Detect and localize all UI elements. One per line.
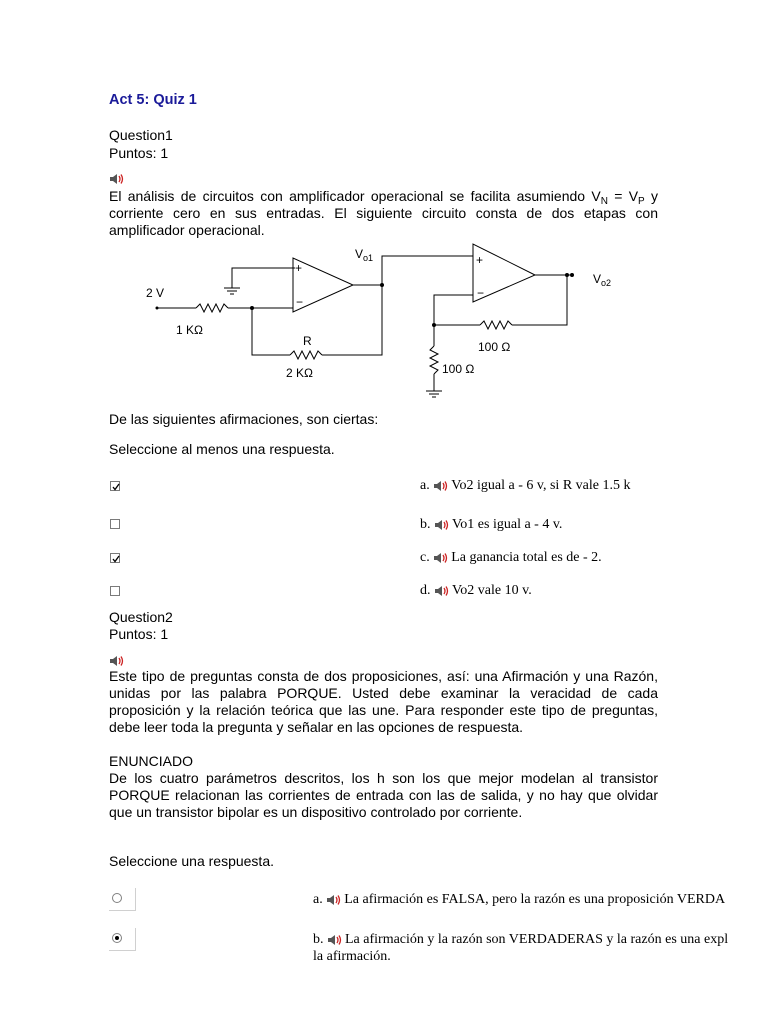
speaker-icon[interactable] — [326, 894, 344, 906]
input-voltage-label: 2 V — [146, 286, 165, 300]
q2-option-a-letter: a. — [313, 892, 323, 907]
option-b-text: Vo1 es igual a - 4 v. — [452, 517, 563, 532]
q2-option-a-text: La afirmación es FALSA, pero la razón es una proposición VERDA — [344, 892, 726, 907]
speaker-icon[interactable] — [434, 585, 452, 597]
r-label: R — [303, 334, 312, 348]
question-2-heading: ENUNCIADO — [109, 753, 194, 769]
page-title: Act 5: Quiz 1 — [109, 92, 197, 108]
option-a-radio[interactable] — [109, 888, 136, 911]
speaker-icon[interactable] — [433, 480, 451, 492]
radio-selected-dot — [115, 936, 119, 940]
option-b-letter: b. — [420, 517, 431, 532]
option-a-checkbox[interactable] — [110, 481, 120, 491]
r4-label: 100 Ω — [442, 362, 475, 376]
r2-label: 2 KΩ — [286, 366, 313, 380]
question-2-statement: De los cuatro parámetros descritos, los h son los que mejor modelan al transistor PORQUE relacionan las corrientes de entrada con las de salida, y no hay que olvidar que un transistor bipolar es un dispositivo controlado por corriente. — [109, 770, 658, 820]
option-c-checkbox[interactable] — [110, 553, 120, 563]
q2-option-b-letter: b. — [313, 932, 324, 947]
option-c-letter: c. — [420, 550, 430, 565]
radio-circle — [112, 933, 122, 943]
r1-label: 1 KΩ — [176, 323, 203, 337]
question-2-points: Puntos: 1 — [109, 626, 169, 642]
question-2-instruction: Seleccione una respuesta. — [109, 853, 274, 869]
question-1-instruction: Seleccione al menos una respuesta. — [109, 441, 335, 457]
speaker-icon[interactable] — [109, 172, 127, 188]
q2-option-b-text: La afirmación y la razón son VERDADERAS y la razón es una expl — [345, 932, 729, 947]
q2-option-b-text-cont: la afirmación. — [313, 949, 391, 964]
option-a[interactable] — [420, 477, 630, 494]
opamp1-plus: + — [295, 261, 303, 275]
question-1-text: El análisis de circuitos con amplificador operacional se facilita asumiendo $V_N = V_P$ y corriente cero en sus entradas. El siguiente circuito consta de dos etapas con amplificador operacional. — [109, 188, 659, 238]
r3-label: 100 Ω — [478, 340, 511, 354]
opamp1-minus: − — [296, 295, 304, 309]
option-d-text: Vo2 vale 10 v. — [452, 583, 532, 598]
opamp2-minus: − — [477, 286, 485, 300]
vo1-label: $V_{o1}$ — [355, 247, 374, 263]
option-b-radio[interactable] — [109, 928, 136, 951]
question-2-label: Question2 — [109, 609, 173, 625]
option-b[interactable] — [420, 516, 562, 533]
circuit-diagram — [140, 240, 660, 405]
vo2-label: $V_{o2}$ — [593, 272, 612, 288]
q2-option-b[interactable] — [313, 931, 728, 948]
option-a-letter: a. — [420, 478, 430, 493]
opamp2-plus: + — [476, 253, 484, 267]
radio-circle — [112, 893, 122, 903]
speaker-icon[interactable] — [433, 552, 451, 564]
option-b-checkbox[interactable] — [110, 519, 120, 529]
option-a-text: Vo2 igual a - 6 v, si R vale 1.5 k — [451, 478, 631, 493]
option-c-text: La ganancia total es de - 2. — [451, 550, 602, 565]
question-1-label: Question1 — [109, 127, 173, 143]
question-1-prompt: De las siguientes afirmaciones, son ciertas: — [109, 411, 379, 427]
speaker-icon[interactable] — [327, 934, 345, 946]
speaker-icon[interactable] — [434, 519, 452, 531]
q2-option-a[interactable] — [313, 891, 725, 908]
option-d-letter: d. — [420, 583, 431, 598]
question-1-points: Puntos: 1 — [109, 145, 169, 161]
option-d-checkbox[interactable] — [110, 586, 120, 596]
option-d[interactable] — [420, 582, 532, 599]
option-c[interactable] — [420, 549, 602, 566]
question-2-intro: Este tipo de preguntas consta de dos proposiciones, así: una Afirmación y una Razón, unidas por las palabra PORQUE. Usted debe examinar la veracidad de cada proposición y la relación teórica que las une. Para responder este tipo de preguntas, debe leer toda la pregunta y señalar en las opciones de respuesta. — [109, 668, 658, 735]
